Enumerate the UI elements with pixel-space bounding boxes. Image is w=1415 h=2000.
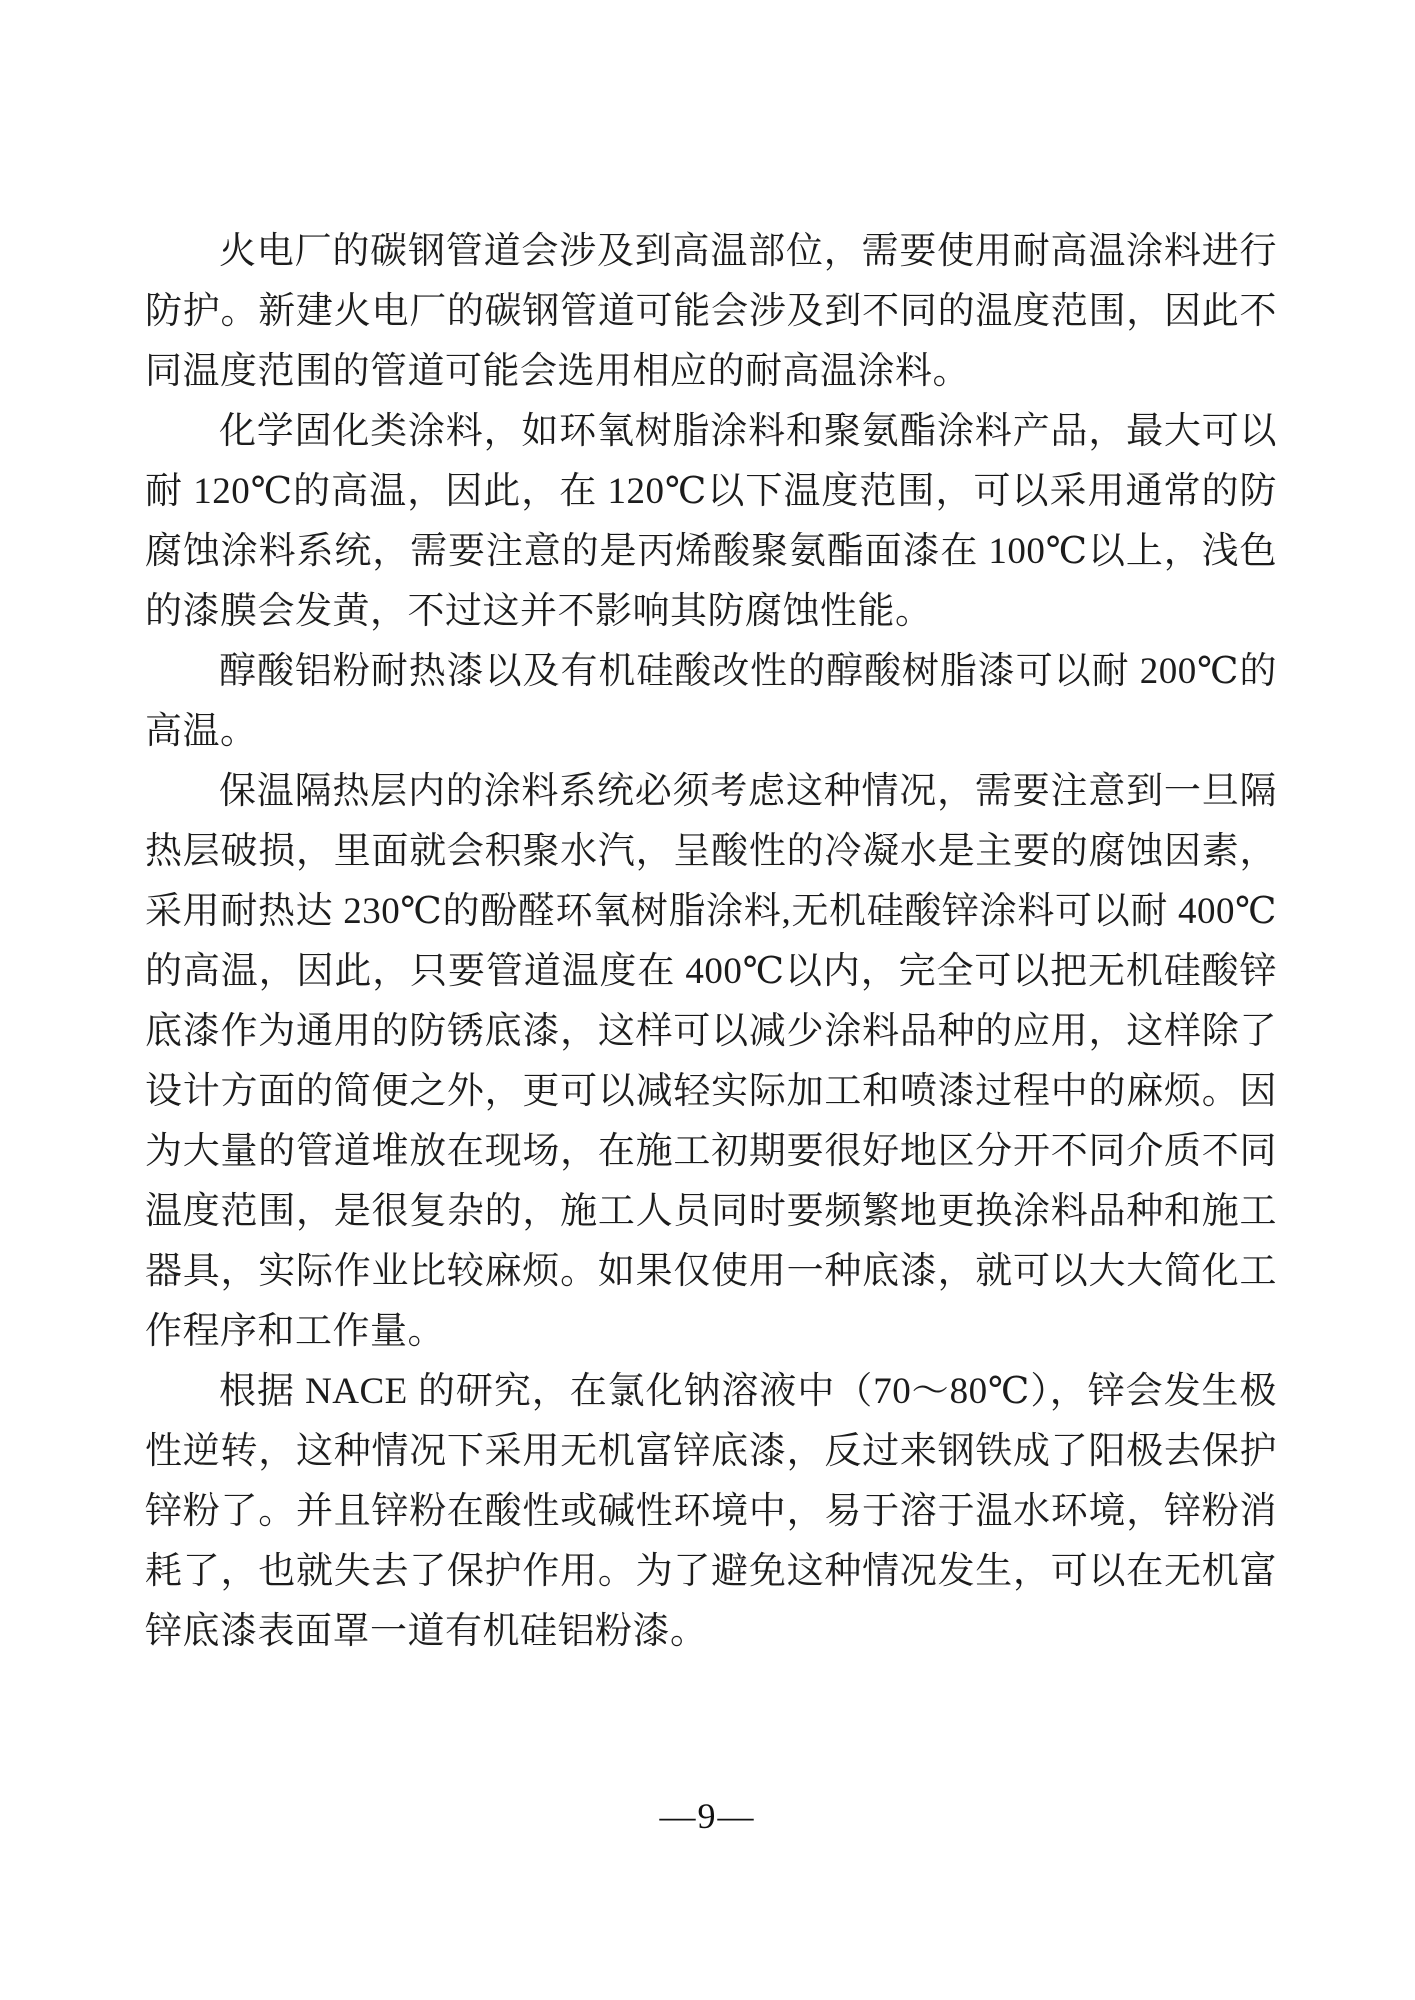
paragraph-high-temp-intro: 火电厂的碳钢管道会涉及到高温部位，需要使用耐高温涂料进行防护。新建火电厂的碳钢管道可能会涉及到不同的温度范围，因此不同温度范围的管道可能会选用相应的耐高温涂料。	[145, 231, 1277, 392]
paragraph-insulation-layer-coatings: 保温隔热层内的涂料系统必须考虑这种情况，需要注意到一旦隔热层破损，里面就会积聚水汽，呈酸性的冷凝水是主要的腐蚀因素，采用耐热达 230℃的酚醛环氧树脂涂料,无机硅酸锌涂料可以耐 400℃的高温，因此，只要管道温度在 400℃以内，完全可以把无机硅酸锌底漆作为通用的防锈底漆，这样可以减少涂料品种的应用，这样除了设计方面的简便之外，更可以减轻实际加工和喷漆过程中的麻烦。因为大量的管道堆放在现场，在施工初期要很好地区分开不同介质不同温度范围，是很复杂的，施工人员同时要频繁地更换涂料品种和施工器具，实际作业比较麻烦。如果仅使用一种底漆，就可以大大简化工作程序和工作量。	[145, 771, 1277, 1352]
paragraph-nace-research: 根据 NACE 的研究，在氯化钠溶液中（70～80℃），锌会发生极性逆转，这种情况下采用无机富锌底漆，反过来钢铁成了阳极去保护锌粉了。并且锌粉在酸性或碱性环境中，易于溶于温水环境，锌粉消耗了，也就失去了保护作用。为了避免这种情况发生，可以在无机富锌底漆表面罩一道有机硅铝粉漆。	[145, 1371, 1277, 1652]
paragraph-chemical-cure-coatings: 化学固化类涂料，如环氧树脂涂料和聚氨酯涂料产品，最大可以耐 120℃的高温，因此，在 120℃以下温度范围，可以采用通常的防腐蚀涂料系统，需要注意的是丙烯酸聚氨酯面漆在 100℃以上，浅色的漆膜会发黄，不过这并不影响其防腐蚀性能。	[145, 411, 1277, 632]
document-body	[145, 222, 1277, 1662]
page-number: —9—	[659, 1796, 756, 1836]
paragraph-alkyd-aluminum-paint: 醇酸铝粉耐热漆以及有机硅酸改性的醇酸树脂漆可以耐 200℃的高温。	[145, 651, 1277, 752]
